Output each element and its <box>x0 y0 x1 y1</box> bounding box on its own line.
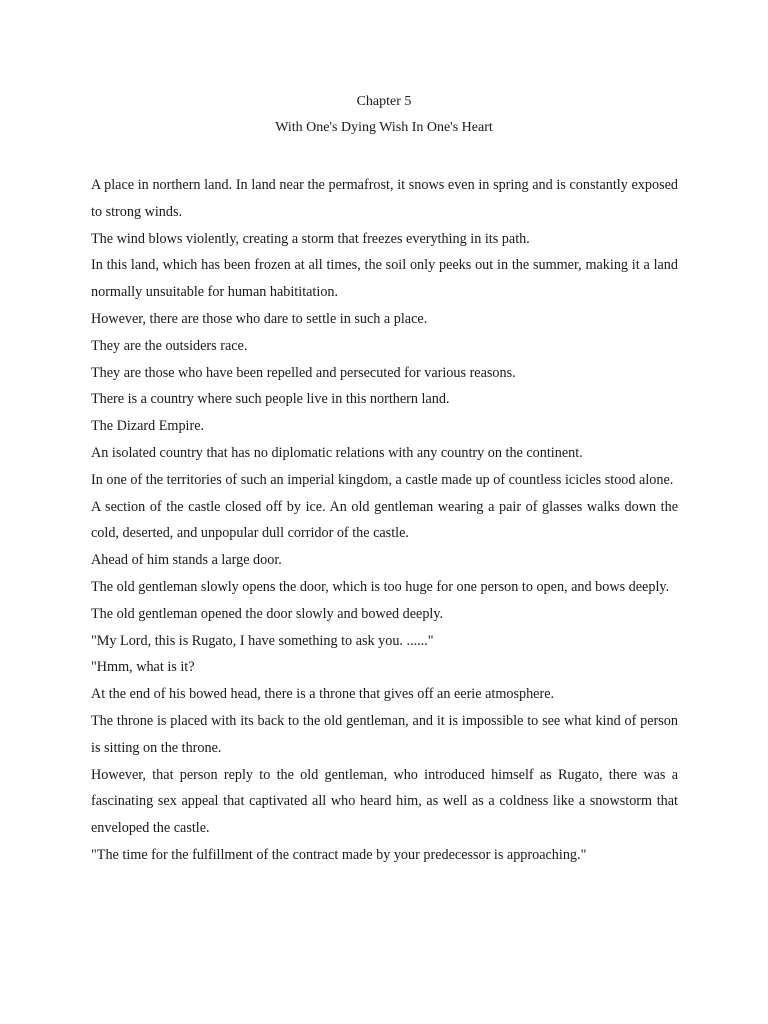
paragraph: In this land, which has been frozen at all times, the soil only peeks out in the summer, making it a land normally unsuitable for human habititation. <box>91 257 678 301</box>
paragraph: "The time for the fulfillment of the contract made by your predecessor is approaching." <box>91 846 587 863</box>
chapter-title: With One's Dying Wish In One's Heart <box>275 120 493 135</box>
paragraph: The old gentleman opened the door slowly and bowed deeply. <box>91 605 444 622</box>
paragraph: An isolated country that has no diplomatic relations with any country on the continent. <box>91 444 583 461</box>
paragraph: They are those who have been repelled and persecuted for various reasons. <box>91 364 516 381</box>
paragraph: The wind blows violently, creating a storm that freezes everything in its path. <box>91 230 530 247</box>
paragraph: A place in northern land. In land near the permafrost, it snows even in spring and is constantly exposed to strong winds. <box>91 177 678 220</box>
paragraph: The Dizard Empire. <box>91 418 205 435</box>
paragraph: There is a country where such people live in this northern land. <box>91 391 450 408</box>
paragraph: Ahead of him stands a large door. <box>91 552 282 569</box>
chapter-number: Chapter 5 <box>356 94 412 109</box>
paragraph: In one of the territories of such an imperial kingdom, a castle made up of countless icicles stood alone. <box>91 471 674 488</box>
paragraph: At the end of his bowed head, there is a throne that gives off an eerie atmosphere. <box>91 686 555 703</box>
paragraph: "Hmm, what is it? <box>91 659 195 676</box>
paragraph: However, that person reply to the old gentleman, who introduced himself as Rugato, there was a fascinating sex appeal that captivated all who heard him, as well as a coldness like a snowstorm that enveloped the castle. <box>91 766 678 837</box>
paragraph: They are the outsiders race. <box>91 337 248 354</box>
paragraph: The old gentleman slowly opens the door, which is too huge for one person to open, and bows deeply. <box>91 578 670 595</box>
paragraph: However, there are those who dare to settle in such a place. <box>91 310 428 327</box>
paragraph: The throne is placed with its back to the old gentleman, and it is impossible to see what kind of person is sitting on the throne. <box>91 712 678 756</box>
paragraph: "My Lord, this is Rugato, I have something to ask you. ......" <box>91 632 434 649</box>
paragraph: A section of the castle closed off by ice. An old gentleman wearing a pair of glasses walks down the cold, deserted, and unpopular dull corridor of the castle. <box>91 498 678 542</box>
chapter-body <box>91 172 678 869</box>
